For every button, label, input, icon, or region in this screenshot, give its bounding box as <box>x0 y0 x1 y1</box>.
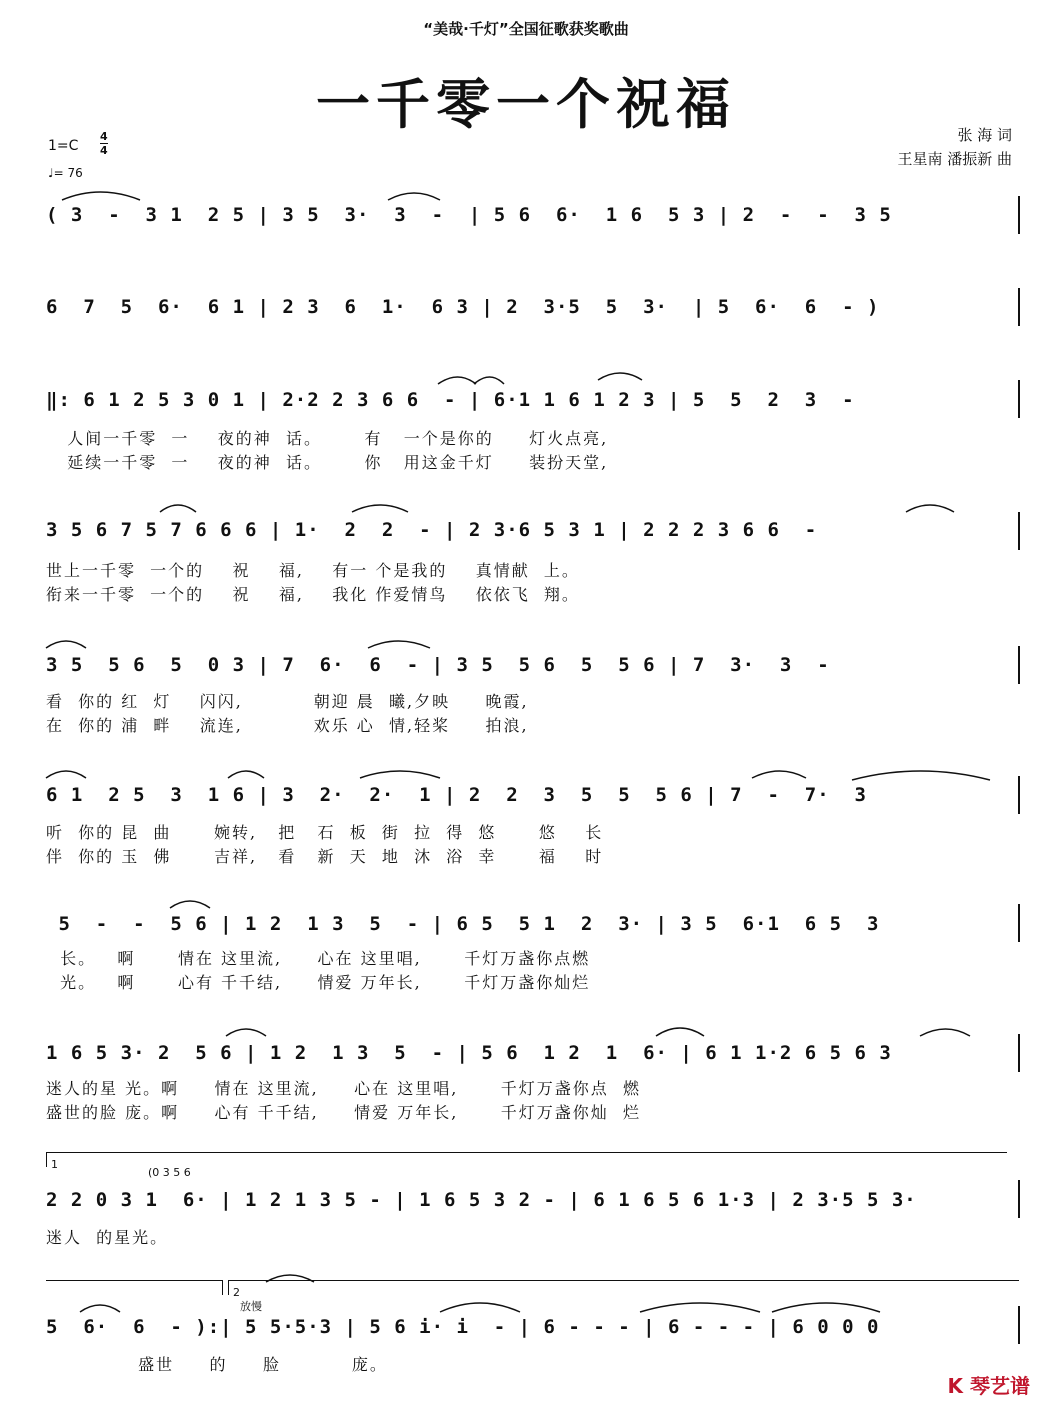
barline <box>1018 776 1020 814</box>
score-line-1: ( 3 - 3 1 2 5 | 3 5 3· 3 - | 5 6 6· 1 6 5 3 | 2 - - 3 5 <box>46 204 892 226</box>
score-line-3: ‖: 6 1 2 5 3 0 1 | 2·2 2 3 6 6 - | 6·1 1 6 1 2 3 | 5 5 2 3 - <box>46 389 855 411</box>
lyric-line-7b: 光。 啊 心有 千千结, 情爱 万年长, 千灯万盏你灿烂 <box>46 973 591 992</box>
barline <box>1018 196 1020 234</box>
time-signature: $\frac{4}{4}$ <box>100 130 108 157</box>
lyric-line-8b: 盛世的脸 庞。啊 心有 千千结, 情爱 万年长, 千灯万盏你灿 烂 <box>46 1103 641 1122</box>
score-line-10: 5 6· 6 - ):| 5 5·5·3 | 5 6 i· i - | 6 - - - | 6 - - - | 6 0 0 0 <box>46 1316 880 1338</box>
lyric-line-6b: 伴 你的 玉 佛 吉祥, 看 新 天 地 沐 浴 幸 福 时 <box>46 847 604 866</box>
supertitle: “美哉·千灯”全国征歌获奖歌曲 <box>423 20 629 38</box>
score-line-8: 1 6 5 3· 2 5 6 | 1 2 1 3 5 - | 5 6 1 2 1 6· | 6 1 1·2 6 5 6 3 <box>46 1042 892 1064</box>
barline <box>1018 1180 1020 1218</box>
first-ending-bracket: 1 <box>46 1152 1007 1167</box>
barline <box>1018 1306 1020 1344</box>
lyric-line-4a: 世上一千零 一个的 祝 福, 有一 个是我的 真情献 上。 <box>46 561 580 580</box>
tempo-marking: ♩= 76 <box>48 166 83 180</box>
lyric-line-3a: 人间一千零 一 夜的神 话。 有 一个是你的 灯火点亮, <box>46 429 609 448</box>
score-line-7: 5 - - 5 6 | 1 2 1 3 5 - | 6 5 5 1 2 3· | 3 5 6·1 6 5 3 <box>46 913 880 935</box>
score-line-6: 6 1 2 5 3 1 6 | 3 2· 2· 1 | 2 2 3 5 5 5 6 | 7 - 7· 3 <box>46 784 867 806</box>
lyric-line-9a: 迷人 的星光。 <box>46 1228 169 1247</box>
key-signature: 1=C <box>48 138 79 154</box>
lyric-line-7a: 长。 啊 情在 这里流, 心在 这里唱, 千灯万盏你点燃 <box>46 949 591 968</box>
song-title: 一千零一个祝福 <box>316 73 736 136</box>
barline <box>1018 288 1020 326</box>
barline <box>1018 646 1020 684</box>
lyric-line-4b: 衔来一千零 一个的 祝 福, 我化 作爱情鸟 依依飞 翔。 <box>46 585 580 604</box>
score-line-4: 3 5 6 7 5 7 6 6 6 | 1· 2 2 - | 2 3·6 5 3 1 | 2 2 2 3 6 6 - <box>46 519 818 541</box>
barline <box>1018 904 1020 942</box>
score-line-9: 2 2 0 3 1 6· | 1 2 1 3 5 - | 1 6 5 3 2 - | 6 1 6 5 6 1·3 | 2 3·5 5 3· <box>46 1189 917 1211</box>
score-line-2: 6 7 5 6· 6 1 | 2 3 6 1· 6 3 | 2 3·5 5 3· | 5 6· 6 - ) <box>46 296 880 318</box>
composer-credit: 王星南 潘振新 曲 <box>897 150 1012 168</box>
barline <box>1018 512 1020 550</box>
lyricist-credit: 张 海 词 <box>957 126 1012 144</box>
lyric-line-6a: 听 你的 昆 曲 婉转, 把 石 板 街 拉 得 悠 悠 长 <box>46 823 604 842</box>
lyric-line-10a: 盛世 的 脸 庞。 <box>46 1355 388 1374</box>
score-line-5: 3 5 5 6 5 0 3 | 7 6· 6 - | 3 5 5 6 5 5 6 | 7 3· 3 - <box>46 654 830 676</box>
ritardando-mark: 放慢 <box>240 1300 262 1313</box>
barline <box>1018 1034 1020 1072</box>
second-ending-bracket: 2 <box>228 1280 1019 1295</box>
watermark-logo: K 琴艺谱 <box>947 1374 1030 1398</box>
barline <box>1018 380 1020 418</box>
grace-notes: (0 3 5 6 <box>148 1166 191 1179</box>
watermark-mark: K <box>947 1374 964 1398</box>
lyric-line-8a: 迷人的星 光。啊 情在 这里流, 心在 这里唱, 千灯万盏你点 燃 <box>46 1079 641 1098</box>
lyric-line-5b: 在 你的 浦 畔 流连, 欢乐 心 情,轻桨 拍浪, <box>46 716 529 735</box>
lyric-line-3b: 延续一千零 一 夜的神 话。 你 用这金千灯 装扮天堂, <box>46 453 609 472</box>
lyric-line-5a: 看 你的 红 灯 闪闪, 朝迎 晨 曦,夕映 晚霞, <box>46 692 529 711</box>
